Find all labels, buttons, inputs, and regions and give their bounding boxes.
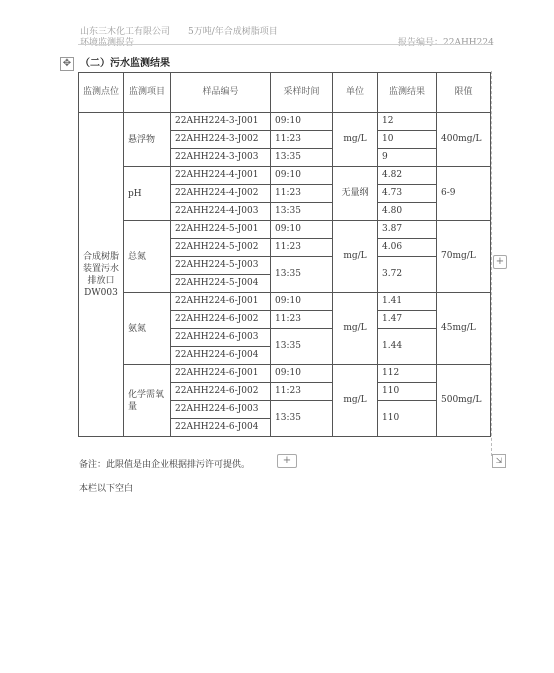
sample-no-cell: 22AHH224-6-J002 xyxy=(171,383,271,401)
table-row xyxy=(79,167,491,185)
table-header-row xyxy=(79,73,491,113)
time-cell: 11:23 xyxy=(271,311,333,329)
sample-no-cell: 22AHH224-5-J004 xyxy=(171,275,271,293)
limit-cell: 45mg/L xyxy=(437,293,491,365)
unit-cell: mg/L xyxy=(333,221,378,293)
sample-no-cell: 22AHH224-6-J001 xyxy=(171,365,271,383)
time-cell: 13:35 xyxy=(271,203,333,221)
limit-cell: 400mg/L xyxy=(437,113,491,167)
header-report-number: 报告编号：22AHH224 xyxy=(398,38,494,48)
sample-no-cell: 22AHH224-6-J003 xyxy=(171,329,271,347)
table-body xyxy=(79,73,491,437)
result-cell: 4.82 xyxy=(378,167,437,185)
sample-no-cell: 22AHH224-4-J003 xyxy=(171,203,271,221)
result-cell: 4.73 xyxy=(378,185,437,203)
limit-cell: 6-9 xyxy=(437,167,491,221)
unit-cell: mg/L xyxy=(333,293,378,365)
time-cell: 11:23 xyxy=(271,383,333,401)
time-cell: 09:10 xyxy=(271,167,333,185)
result-cell: 3.72 xyxy=(378,257,437,293)
result-cell: 12 xyxy=(378,113,437,131)
time-cell: 09:10 xyxy=(271,293,333,311)
item-cell: pH xyxy=(124,167,171,221)
result-cell: 1.47 xyxy=(378,311,437,329)
sample-no-cell: 22AHH224-5-J003 xyxy=(171,257,271,275)
header-result: 监测结果 xyxy=(378,73,437,113)
sample-no-cell: 22AHH224-4-J002 xyxy=(171,185,271,203)
time-cell: 09:10 xyxy=(271,113,333,131)
time-cell: 13:35 xyxy=(271,329,333,365)
table-row xyxy=(79,293,491,311)
unit-cell: mg/L xyxy=(333,113,378,167)
result-cell: 110 xyxy=(378,383,437,401)
sample-no-cell: 22AHH224-5-J002 xyxy=(171,239,271,257)
time-cell: 09:10 xyxy=(271,221,333,239)
unit-cell: mg/L xyxy=(333,365,378,437)
sample-no-cell: 22AHH224-6-J001 xyxy=(171,293,271,311)
time-cell: 09:10 xyxy=(271,365,333,383)
result-cell: 1.44 xyxy=(378,329,437,365)
item-cell: 悬浮物 xyxy=(124,113,171,167)
time-cell: 13:35 xyxy=(271,149,333,167)
item-cell: 化学需氧量 xyxy=(124,365,171,437)
table-row xyxy=(79,365,491,383)
result-cell: 1.41 xyxy=(378,293,437,311)
header-project: 5万吨/年合成树脂项目 xyxy=(188,27,278,37)
move-icon[interactable]: ✥ xyxy=(60,57,74,71)
limit-cell: 500mg/L xyxy=(437,365,491,437)
unit-cell: 无量纲 xyxy=(333,167,378,221)
limit-cell: 70mg/L xyxy=(437,221,491,293)
time-cell: 11:23 xyxy=(271,185,333,203)
add-row-plus-icon[interactable]: + xyxy=(277,454,297,468)
item-cell: 总氮 xyxy=(124,221,171,293)
time-cell: 13:35 xyxy=(271,257,333,293)
result-cell: 9 xyxy=(378,149,437,167)
site-cell: 合成树脂装置污水排放口DW003 xyxy=(79,113,124,437)
header-sample-no: 样品编号 xyxy=(171,73,271,113)
sample-no-cell: 22AHH224-6-J004 xyxy=(171,419,271,437)
item-cell: 氨氮 xyxy=(124,293,171,365)
header-unit: 单位 xyxy=(333,73,378,113)
sample-no-cell: 22AHH224-6-J004 xyxy=(171,347,271,365)
header-rule xyxy=(78,44,490,45)
header-limit: 限值 xyxy=(437,73,491,113)
sample-no-cell: 22AHH224-4-J001 xyxy=(171,167,271,185)
header-site: 监测点位 xyxy=(79,73,124,113)
sample-no-cell: 22AHH224-5-J001 xyxy=(171,221,271,239)
resize-icon[interactable]: ⇲ xyxy=(492,454,506,468)
time-cell: 11:23 xyxy=(271,131,333,149)
header-time: 采样时间 xyxy=(271,73,333,113)
result-cell: 4.06 xyxy=(378,239,437,257)
header-company: 山东三木化工有限公司 xyxy=(80,27,171,37)
sample-no-cell: 22AHH224-6-J002 xyxy=(171,311,271,329)
result-cell: 110 xyxy=(378,401,437,437)
result-cell: 10 xyxy=(378,131,437,149)
blank-below-note: 本栏以下空白 xyxy=(79,484,134,494)
time-cell: 11:23 xyxy=(271,239,333,257)
sample-no-cell: 22AHH224-3-J002 xyxy=(171,131,271,149)
result-cell: 4.80 xyxy=(378,203,437,221)
add-column-plus-icon[interactable]: + xyxy=(493,255,507,269)
section-title: （二）污水监测结果 xyxy=(80,58,170,69)
header-item: 监测项目 xyxy=(124,73,171,113)
header-report-type: 环境监测报告 xyxy=(80,38,135,48)
table-row xyxy=(79,113,491,131)
table-footnote: 备注：此限值是由企业根据排污许可提供。 xyxy=(79,460,251,470)
monitoring-table xyxy=(78,72,491,437)
time-cell: 13:35 xyxy=(271,401,333,437)
sample-no-cell: 22AHH224-6-J003 xyxy=(171,401,271,419)
sample-no-cell: 22AHH224-3-J003 xyxy=(171,149,271,167)
sample-no-cell: 22AHH224-3-J001 xyxy=(171,113,271,131)
result-cell: 112 xyxy=(378,365,437,383)
table-row xyxy=(79,221,491,239)
result-cell: 3.87 xyxy=(378,221,437,239)
